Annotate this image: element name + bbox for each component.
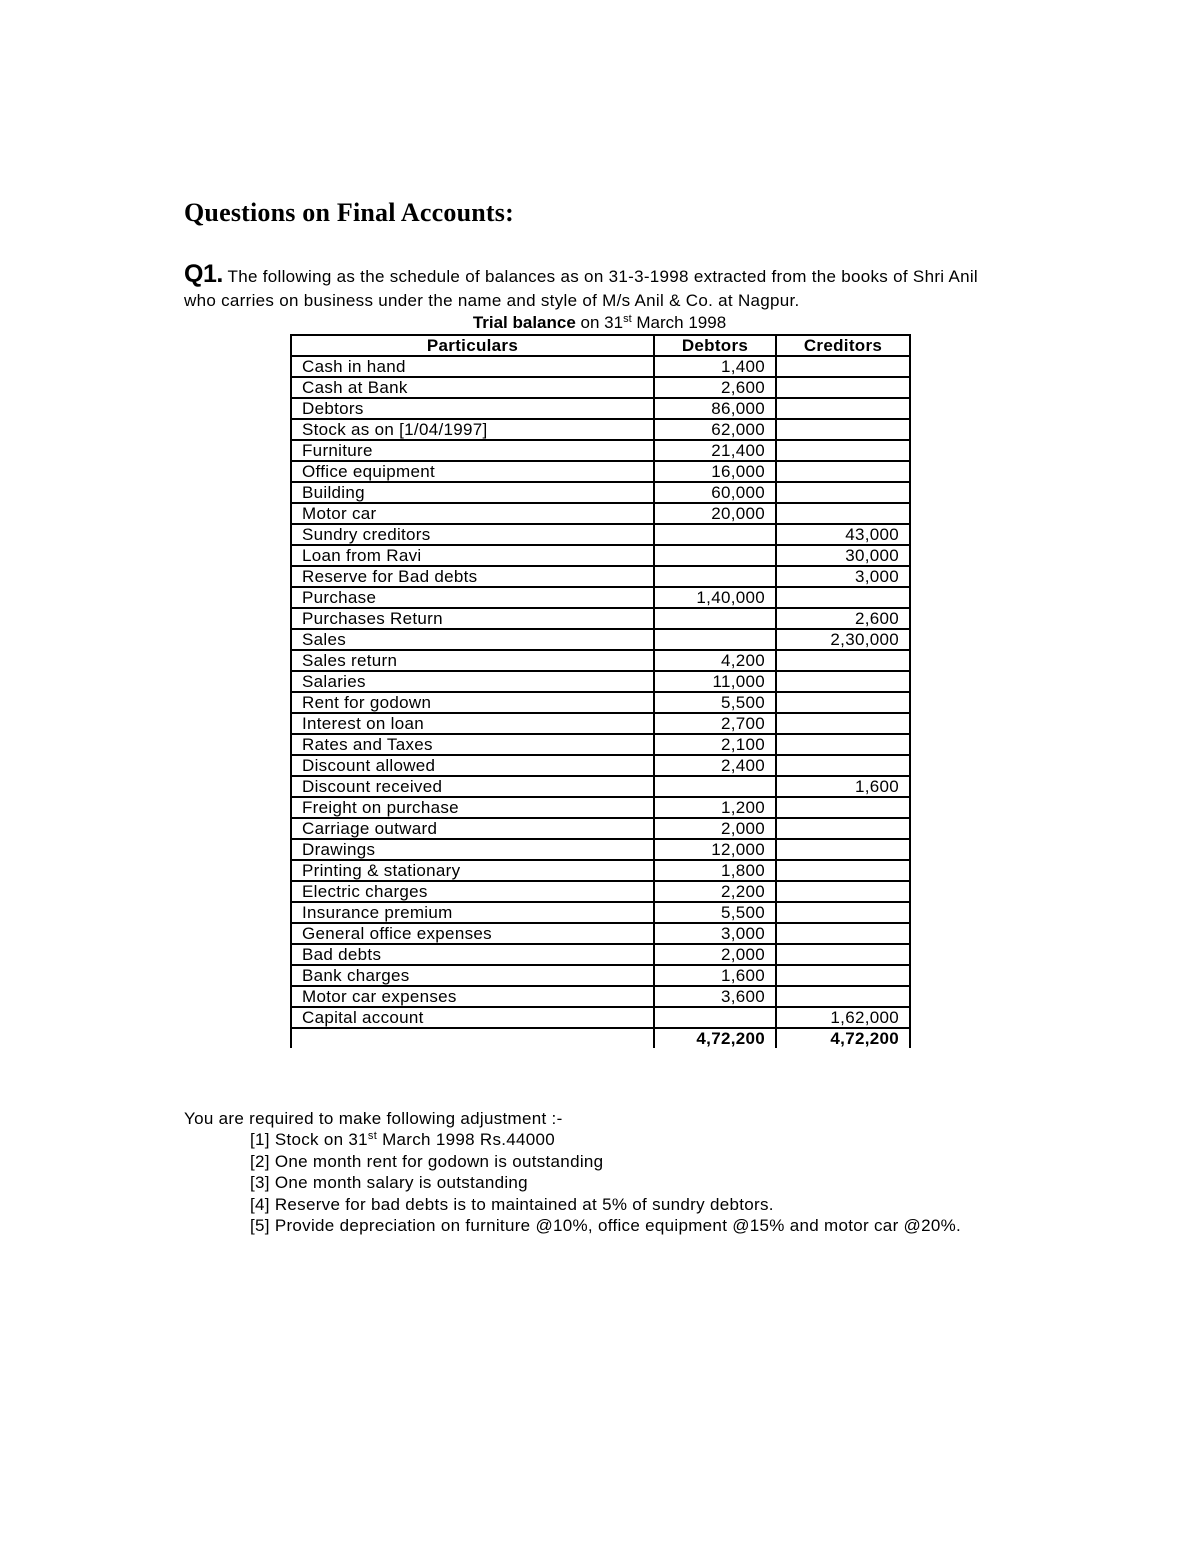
total-label-cell: [291, 1028, 654, 1048]
header-particulars: Particulars: [291, 335, 654, 356]
creditors-cell: [776, 839, 910, 860]
debtors-cell: 1,40,000: [654, 587, 776, 608]
table-header-row: [291, 335, 910, 356]
particulars-cell: Debtors: [291, 398, 654, 419]
creditors-cell: 43,000: [776, 524, 910, 545]
debtors-cell: [654, 608, 776, 629]
table-row: [291, 923, 910, 944]
table-row: [291, 650, 910, 671]
debtors-cell: 5,500: [654, 692, 776, 713]
table-row: [291, 440, 910, 461]
creditors-cell: [776, 503, 910, 524]
table-row: [291, 566, 910, 587]
creditors-cell: 2,600: [776, 608, 910, 629]
particulars-cell: Motor car: [291, 503, 654, 524]
table-row: [291, 734, 910, 755]
debtors-cell: [654, 524, 776, 545]
debtors-cell: 2,700: [654, 713, 776, 734]
creditors-cell: [776, 482, 910, 503]
table-row: [291, 944, 910, 965]
debtors-cell: 20,000: [654, 503, 776, 524]
debtors-cell: 2,600: [654, 377, 776, 398]
creditors-cell: [776, 377, 910, 398]
adjustment-item: [250, 1194, 961, 1216]
particulars-cell: Capital account: [291, 1007, 654, 1028]
table-row: [291, 902, 910, 923]
particulars-cell: Reserve for Bad debts: [291, 566, 654, 587]
table-row: [291, 419, 910, 440]
adjustment-text: [2] One month rent for godown is outstanding: [250, 1151, 604, 1171]
creditors-cell: [776, 881, 910, 902]
trial-balance-caption-month: March 1998: [636, 313, 727, 332]
question-text-line2: who carries on business under the name and style of M/s Anil & Co. at Nagpur.: [184, 291, 800, 310]
table-row: [291, 839, 910, 860]
creditors-cell: 1,62,000: [776, 1007, 910, 1028]
table-row: [291, 671, 910, 692]
adjustment-item: [250, 1172, 961, 1194]
debtors-cell: 1,200: [654, 797, 776, 818]
particulars-cell: Purchases Return: [291, 608, 654, 629]
particulars-cell: Stock as on [1/04/1997]: [291, 419, 654, 440]
table-row: [291, 797, 910, 818]
creditors-cell: [776, 860, 910, 881]
creditors-cell: [776, 944, 910, 965]
particulars-cell: Sales: [291, 629, 654, 650]
particulars-cell: Purchase: [291, 587, 654, 608]
creditors-cell: [776, 734, 910, 755]
debtors-cell: 4,200: [654, 650, 776, 671]
creditors-cell: 1,600: [776, 776, 910, 797]
table-row: [291, 587, 910, 608]
trial-balance-caption: [290, 313, 909, 333]
particulars-cell: General office expenses: [291, 923, 654, 944]
particulars-cell: Sundry creditors: [291, 524, 654, 545]
particulars-cell: Salaries: [291, 671, 654, 692]
particulars-cell: Electric charges: [291, 881, 654, 902]
adjustment-item: [250, 1129, 961, 1151]
table-row: [291, 398, 910, 419]
question-text: [184, 262, 1084, 313]
total-creditors-cell: 4,72,200: [776, 1028, 910, 1048]
creditors-cell: [776, 965, 910, 986]
adjustment-sup: st: [367, 1130, 378, 1142]
adjustments-intro: You are required to make following adjustment :-: [184, 1109, 563, 1128]
debtors-cell: [654, 1007, 776, 1028]
particulars-cell: Drawings: [291, 839, 654, 860]
trial-balance-table: [290, 334, 911, 1048]
table-row: [291, 881, 910, 902]
creditors-cell: [776, 419, 910, 440]
particulars-cell: Rates and Taxes: [291, 734, 654, 755]
table-row: [291, 482, 910, 503]
table-row: [291, 1007, 910, 1028]
creditors-cell: [776, 356, 910, 377]
adjustment-item: [250, 1151, 961, 1173]
particulars-cell: Furniture: [291, 440, 654, 461]
debtors-cell: 2,000: [654, 818, 776, 839]
debtors-cell: 62,000: [654, 419, 776, 440]
creditors-cell: [776, 650, 910, 671]
adjustment-item: [250, 1215, 961, 1237]
table-row: [291, 629, 910, 650]
particulars-cell: Printing & stationary: [291, 860, 654, 881]
particulars-cell: Cash at Bank: [291, 377, 654, 398]
trial-balance-caption-sup: st: [623, 313, 632, 325]
adjustment-text: [5] Provide depreciation on furniture @10%, office equipment @15% and motor car @20%.: [250, 1216, 962, 1235]
total-row: [291, 1028, 910, 1048]
creditors-cell: [776, 755, 910, 776]
creditors-cell: [776, 398, 910, 419]
creditors-cell: 3,000: [776, 566, 910, 587]
debtors-cell: 3,600: [654, 986, 776, 1007]
debtors-cell: [654, 545, 776, 566]
debtors-cell: [654, 776, 776, 797]
page-title: Questions on Final Accounts:: [184, 198, 514, 227]
debtors-cell: 2,200: [654, 881, 776, 902]
particulars-cell: Bank charges: [291, 965, 654, 986]
creditors-cell: 2,30,000: [776, 629, 910, 650]
table-row: [291, 545, 910, 566]
debtors-cell: 1,400: [654, 356, 776, 377]
creditors-cell: [776, 440, 910, 461]
particulars-cell: Motor car expenses: [291, 986, 654, 1007]
debtors-cell: 21,400: [654, 440, 776, 461]
total-debtors-cell: 4,72,200: [654, 1028, 776, 1048]
table-row: [291, 356, 910, 377]
adjustments-list: [250, 1129, 961, 1237]
debtors-cell: 1,800: [654, 860, 776, 881]
table-row: [291, 524, 910, 545]
creditors-cell: [776, 713, 910, 734]
table-row: [291, 776, 910, 797]
table-row: [291, 377, 910, 398]
question-number: Q1.: [184, 260, 223, 288]
particulars-cell: Interest on loan: [291, 713, 654, 734]
trial-balance-caption-bold: Trial balance: [472, 313, 576, 332]
debtors-cell: 86,000: [654, 398, 776, 419]
debtors-cell: [654, 566, 776, 587]
particulars-cell: Loan from Ravi: [291, 545, 654, 566]
particulars-cell: Insurance premium: [291, 902, 654, 923]
particulars-cell: Rent for godown: [291, 692, 654, 713]
debtors-cell: 2,100: [654, 734, 776, 755]
creditors-cell: [776, 797, 910, 818]
table-row: [291, 461, 910, 482]
creditors-cell: [776, 923, 910, 944]
creditors-cell: [776, 461, 910, 482]
debtors-cell: [654, 629, 776, 650]
particulars-cell: Freight on purchase: [291, 797, 654, 818]
debtors-cell: 16,000: [654, 461, 776, 482]
particulars-cell: Building: [291, 482, 654, 503]
debtors-cell: 12,000: [654, 839, 776, 860]
debtors-cell: 1,600: [654, 965, 776, 986]
table-row: [291, 986, 910, 1007]
table-row: [291, 860, 910, 881]
table-row: [291, 713, 910, 734]
table-row: [291, 692, 910, 713]
debtors-cell: 60,000: [654, 482, 776, 503]
debtors-cell: 11,000: [654, 671, 776, 692]
table-row: [291, 818, 910, 839]
particulars-cell: Sales return: [291, 650, 654, 671]
debtors-cell: 2,400: [654, 755, 776, 776]
particulars-cell: Discount received: [291, 776, 654, 797]
creditors-cell: 30,000: [776, 545, 910, 566]
particulars-cell: Cash in hand: [291, 356, 654, 377]
adjustment-text: [1] Stock on 31: [250, 1130, 368, 1149]
creditors-cell: [776, 671, 910, 692]
particulars-cell: Office equipment: [291, 461, 654, 482]
particulars-cell: Carriage outward: [291, 818, 654, 839]
creditors-cell: [776, 587, 910, 608]
header-creditors: Creditors: [776, 335, 910, 356]
adjustment-text: [3] One month salary is outstanding: [250, 1173, 528, 1192]
adjustment-text-rest: March 1998 Rs.44000: [377, 1130, 556, 1149]
creditors-cell: [776, 692, 910, 713]
question-text-line1: The following as the schedule of balances as on 31-3-1998 extracted from the books of Shri Anil: [227, 267, 978, 286]
particulars-cell: Bad debts: [291, 944, 654, 965]
debtors-cell: 3,000: [654, 923, 776, 944]
creditors-cell: [776, 986, 910, 1007]
creditors-cell: [776, 902, 910, 923]
debtors-cell: 5,500: [654, 902, 776, 923]
trial-balance-caption-date: on 31: [580, 313, 624, 332]
header-debtors: Debtors: [654, 335, 776, 356]
table-row: [291, 755, 910, 776]
debtors-cell: 2,000: [654, 944, 776, 965]
table-row: [291, 608, 910, 629]
particulars-cell: Discount allowed: [291, 755, 654, 776]
creditors-cell: [776, 818, 910, 839]
trial-balance-body: [291, 356, 910, 1048]
adjustment-text: [4] Reserve for bad debts is to maintained at 5% of sundry debtors.: [250, 1194, 774, 1214]
table-row: [291, 503, 910, 524]
table-row: [291, 965, 910, 986]
